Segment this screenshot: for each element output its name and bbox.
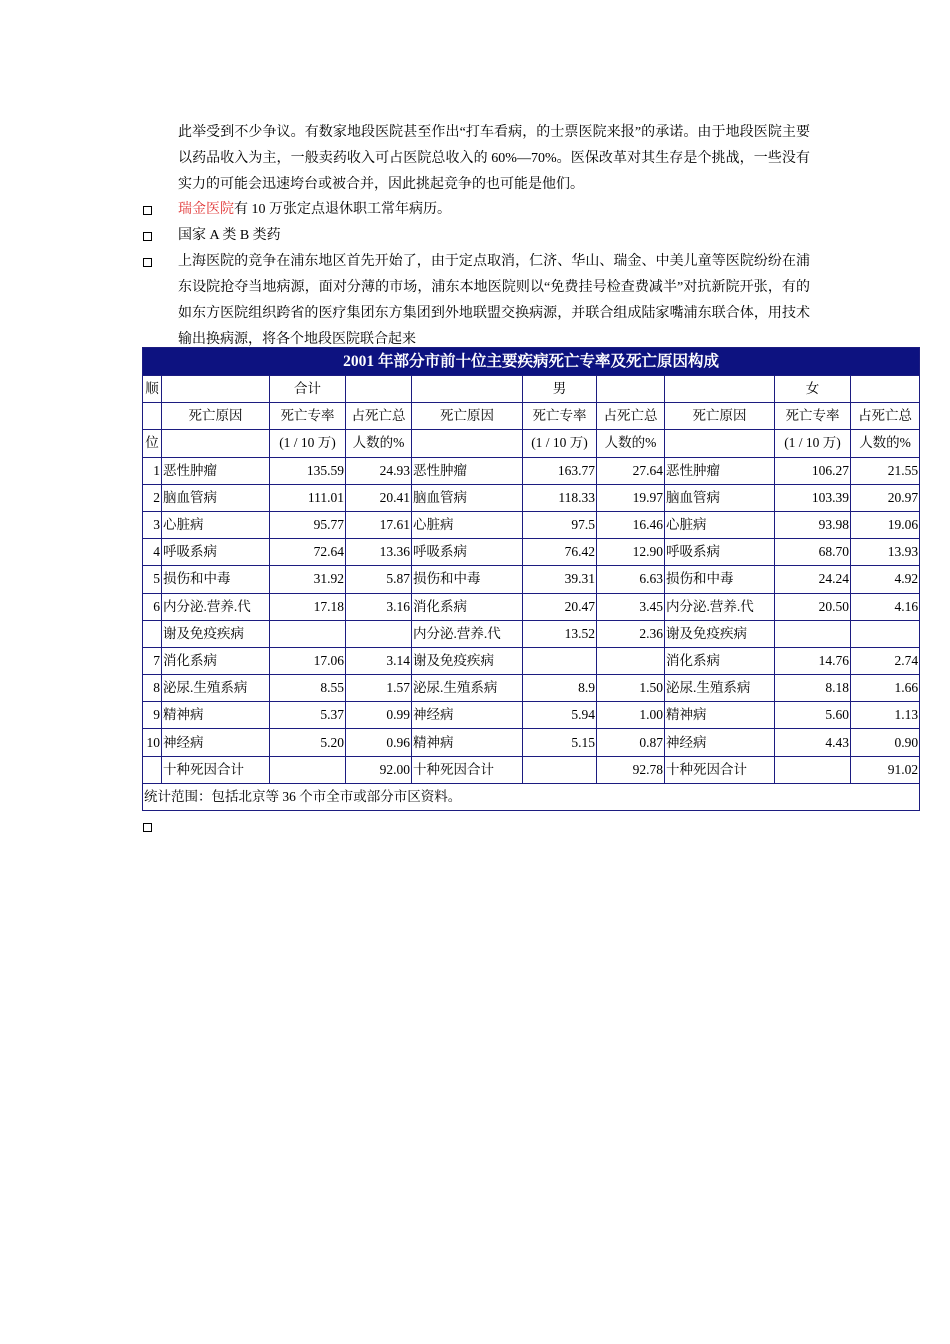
cause-total: 恶性肿瘤 xyxy=(162,457,270,484)
cause-male: 泌尿.生殖系病 xyxy=(412,675,523,702)
male-group-header: 男 xyxy=(523,376,597,403)
rate-total: 5.20 xyxy=(270,729,346,756)
rate-total: 8.55 xyxy=(270,675,346,702)
share-male: 3.45 xyxy=(597,593,665,620)
rate-total: 17.06 xyxy=(270,647,346,674)
rate-header-male: 死亡专率 xyxy=(523,403,597,430)
cause-male: 十种死因合计 xyxy=(412,756,523,783)
rank-cell xyxy=(143,756,162,783)
table-note: 统计范围：包括北京等 36 个市全市或部分市区资料。 xyxy=(143,783,920,810)
rank-cell: 8 xyxy=(143,675,162,702)
rate-total: 135.59 xyxy=(270,457,346,484)
female-group-header: 女 xyxy=(775,376,851,403)
table-row xyxy=(143,593,920,620)
total-group-header: 合计 xyxy=(270,376,346,403)
table-row xyxy=(143,511,920,538)
rate-male: 118.33 xyxy=(523,484,597,511)
rate-female: 103.39 xyxy=(775,484,851,511)
share-total: 17.61 xyxy=(346,511,412,538)
rank-cell: 7 xyxy=(143,647,162,674)
bullet-box-icon xyxy=(143,823,152,832)
intro-paragraph: 此举受到不少争议。有数家地段医院甚至作出“打车看病，的士票医院来报”的承诺。由于地段医院主要以药品收入为主，一般卖药收入可占医院总收入的 60%—70%。医保改革对其生存是个挑战，一些没有实力的可能会迅速垮台或被合并，因此挑起竞争的也可能是他们。 xyxy=(178,125,810,192)
share-female: 13.93 xyxy=(851,539,920,566)
rate-total xyxy=(270,756,346,783)
cause-female: 心脏病 xyxy=(665,511,775,538)
cause-female: 脑血管病 xyxy=(665,484,775,511)
share-male: 12.90 xyxy=(597,539,665,566)
share-female: 4.16 xyxy=(851,593,920,620)
table-row xyxy=(143,620,920,647)
share-total: 3.14 xyxy=(346,647,412,674)
rate-total: 72.64 xyxy=(270,539,346,566)
share-total: 20.41 xyxy=(346,484,412,511)
cause-header-total: 死亡原因 xyxy=(162,403,270,430)
share-male: 27.64 xyxy=(597,457,665,484)
rate-female xyxy=(775,620,851,647)
rank-cell: 1 xyxy=(143,457,162,484)
cause-female: 泌尿.生殖系病 xyxy=(665,675,775,702)
ruijin-hospital-link[interactable]: 瑞金医院 xyxy=(178,202,234,217)
rate-female: 4.43 xyxy=(775,729,851,756)
share-total: 5.87 xyxy=(346,566,412,593)
rate-male: 97.5 xyxy=(523,511,597,538)
share-male: 16.46 xyxy=(597,511,665,538)
share-male xyxy=(597,647,665,674)
table-row xyxy=(143,566,920,593)
cause-total: 内分泌.营养.代 xyxy=(162,593,270,620)
bullet-box-icon xyxy=(143,232,152,241)
rank-cell: 4 xyxy=(143,539,162,566)
table-title: 2001 年部分市前十位主要疾病死亡专率及死亡原因构成 xyxy=(143,348,920,376)
cause-male: 神经病 xyxy=(412,702,523,729)
rate-female: 20.50 xyxy=(775,593,851,620)
rate-male: 76.42 xyxy=(523,539,597,566)
rate-male: 39.31 xyxy=(523,566,597,593)
cause-female: 精神病 xyxy=(665,702,775,729)
rate-female xyxy=(775,756,851,783)
share-male: 1.50 xyxy=(597,675,665,702)
rate-male xyxy=(523,647,597,674)
cause-male: 脑血管病 xyxy=(412,484,523,511)
share-female: 19.06 xyxy=(851,511,920,538)
share-female: 20.97 xyxy=(851,484,920,511)
rate-male: 5.94 xyxy=(523,702,597,729)
cause-male: 恶性肿瘤 xyxy=(412,457,523,484)
share-total: 0.96 xyxy=(346,729,412,756)
cause-male: 谢及免疫疾病 xyxy=(412,647,523,674)
share-header-female: 占死亡总 xyxy=(851,403,920,430)
share-unit-male: 人数的% xyxy=(597,430,665,457)
rate-male: 163.77 xyxy=(523,457,597,484)
share-female: 0.90 xyxy=(851,729,920,756)
cause-total: 十种死因合计 xyxy=(162,756,270,783)
rank-cell: 9 xyxy=(143,702,162,729)
share-female xyxy=(851,620,920,647)
table-row xyxy=(143,702,920,729)
cause-female: 损伤和中毒 xyxy=(665,566,775,593)
rate-female: 106.27 xyxy=(775,457,851,484)
cause-total: 心脏病 xyxy=(162,511,270,538)
share-male: 92.78 xyxy=(597,756,665,783)
rate-female: 14.76 xyxy=(775,647,851,674)
share-total: 13.36 xyxy=(346,539,412,566)
table-row xyxy=(143,484,920,511)
rank-cell: 6 xyxy=(143,593,162,620)
rate-female: 24.24 xyxy=(775,566,851,593)
bullet-ruijin xyxy=(178,197,810,223)
rate-total: 31.92 xyxy=(270,566,346,593)
cause-male: 精神病 xyxy=(412,729,523,756)
rate-total: 95.77 xyxy=(270,511,346,538)
cause-female: 谢及免疫疾病 xyxy=(665,620,775,647)
bullet-ruijin-text: 有 10 万张定点退休职工常年病历。 xyxy=(234,202,451,217)
cause-total: 呼吸系病 xyxy=(162,539,270,566)
cause-male: 内分泌.营养.代 xyxy=(412,620,523,647)
share-total: 1.57 xyxy=(346,675,412,702)
rate-unit-female: (1 / 10 万) xyxy=(775,430,851,457)
cause-total: 泌尿.生殖系病 xyxy=(162,675,270,702)
table-row xyxy=(143,457,920,484)
share-male: 0.87 xyxy=(597,729,665,756)
rate-male: 5.15 xyxy=(523,729,597,756)
share-male: 1.00 xyxy=(597,702,665,729)
rate-total xyxy=(270,620,346,647)
rank-cell: 2 xyxy=(143,484,162,511)
cause-female: 内分泌.营养.代 xyxy=(665,593,775,620)
bullet-box-icon xyxy=(143,258,152,267)
share-header-male: 占死亡总 xyxy=(597,403,665,430)
rank-cell: 3 xyxy=(143,511,162,538)
rate-female: 8.18 xyxy=(775,675,851,702)
share-header-total: 占死亡总 xyxy=(346,403,412,430)
bullet-shanghai-competition: 上海医院的竞争在浦东地区首先开始了，由于定点取消，仁济、华山、瑞金、中美儿童等医院纷纷在浦东设院抢夺当地病源，面对分薄的市场，浦东本地医院则以“免费挂号检查费减半”对抗新院开张，有的如东方医院组织跨省的医疗集团东方集团到外地联盟交换病源，并联合组成陆家嘴浦东联合体，用技术输出换病源，将各个地段医院联合起来 xyxy=(178,254,810,347)
share-female: 2.74 xyxy=(851,647,920,674)
cause-male: 心脏病 xyxy=(412,511,523,538)
rank-header-top: 顺 xyxy=(143,376,162,403)
cause-male: 呼吸系病 xyxy=(412,539,523,566)
cause-total: 精神病 xyxy=(162,702,270,729)
share-female: 4.92 xyxy=(851,566,920,593)
cause-female: 恶性肿瘤 xyxy=(665,457,775,484)
cause-total: 消化系病 xyxy=(162,647,270,674)
share-male: 19.97 xyxy=(597,484,665,511)
rate-total: 111.01 xyxy=(270,484,346,511)
rate-unit-male: (1 / 10 万) xyxy=(523,430,597,457)
cause-female: 十种死因合计 xyxy=(665,756,775,783)
share-female: 21.55 xyxy=(851,457,920,484)
cause-total: 谢及免疫疾病 xyxy=(162,620,270,647)
share-unit-female: 人数的% xyxy=(851,430,920,457)
cause-total: 神经病 xyxy=(162,729,270,756)
cause-total: 损伤和中毒 xyxy=(162,566,270,593)
share-total: 92.00 xyxy=(346,756,412,783)
rate-unit-total: (1 / 10 万) xyxy=(270,430,346,457)
cause-header-male: 死亡原因 xyxy=(412,403,523,430)
share-unit-total: 人数的% xyxy=(346,430,412,457)
rate-header-total: 死亡专率 xyxy=(270,403,346,430)
table-row xyxy=(143,675,920,702)
cause-male: 消化系病 xyxy=(412,593,523,620)
table-row xyxy=(143,539,920,566)
rate-male: 20.47 xyxy=(523,593,597,620)
rate-total: 5.37 xyxy=(270,702,346,729)
bullet-box-icon xyxy=(143,206,152,215)
share-total: 24.93 xyxy=(346,457,412,484)
share-female: 1.13 xyxy=(851,702,920,729)
cause-female: 神经病 xyxy=(665,729,775,756)
rate-male: 13.52 xyxy=(523,620,597,647)
cause-female: 呼吸系病 xyxy=(665,539,775,566)
table-row xyxy=(143,647,920,674)
share-female: 1.66 xyxy=(851,675,920,702)
rate-female: 5.60 xyxy=(775,702,851,729)
bullet-drug-class: 国家 A 类 B 类药 xyxy=(178,228,281,243)
cause-female: 消化系病 xyxy=(665,647,775,674)
rate-total: 17.18 xyxy=(270,593,346,620)
share-total: 3.16 xyxy=(346,593,412,620)
rate-female: 93.98 xyxy=(775,511,851,538)
rank-cell xyxy=(143,620,162,647)
cause-total: 脑血管病 xyxy=(162,484,270,511)
share-male: 6.63 xyxy=(597,566,665,593)
table-row xyxy=(143,729,920,756)
share-total: 0.99 xyxy=(346,702,412,729)
rank-header-bottom: 位 xyxy=(143,430,162,457)
rank-cell: 10 xyxy=(143,729,162,756)
rate-male xyxy=(523,756,597,783)
mortality-table xyxy=(142,347,920,811)
rank-cell: 5 xyxy=(143,566,162,593)
share-female: 91.02 xyxy=(851,756,920,783)
table-row xyxy=(143,756,920,783)
rate-male: 8.9 xyxy=(523,675,597,702)
cause-header-female: 死亡原因 xyxy=(665,403,775,430)
rate-header-female: 死亡专率 xyxy=(775,403,851,430)
cause-male: 损伤和中毒 xyxy=(412,566,523,593)
rate-female: 68.70 xyxy=(775,539,851,566)
share-total xyxy=(346,620,412,647)
share-male: 2.36 xyxy=(597,620,665,647)
